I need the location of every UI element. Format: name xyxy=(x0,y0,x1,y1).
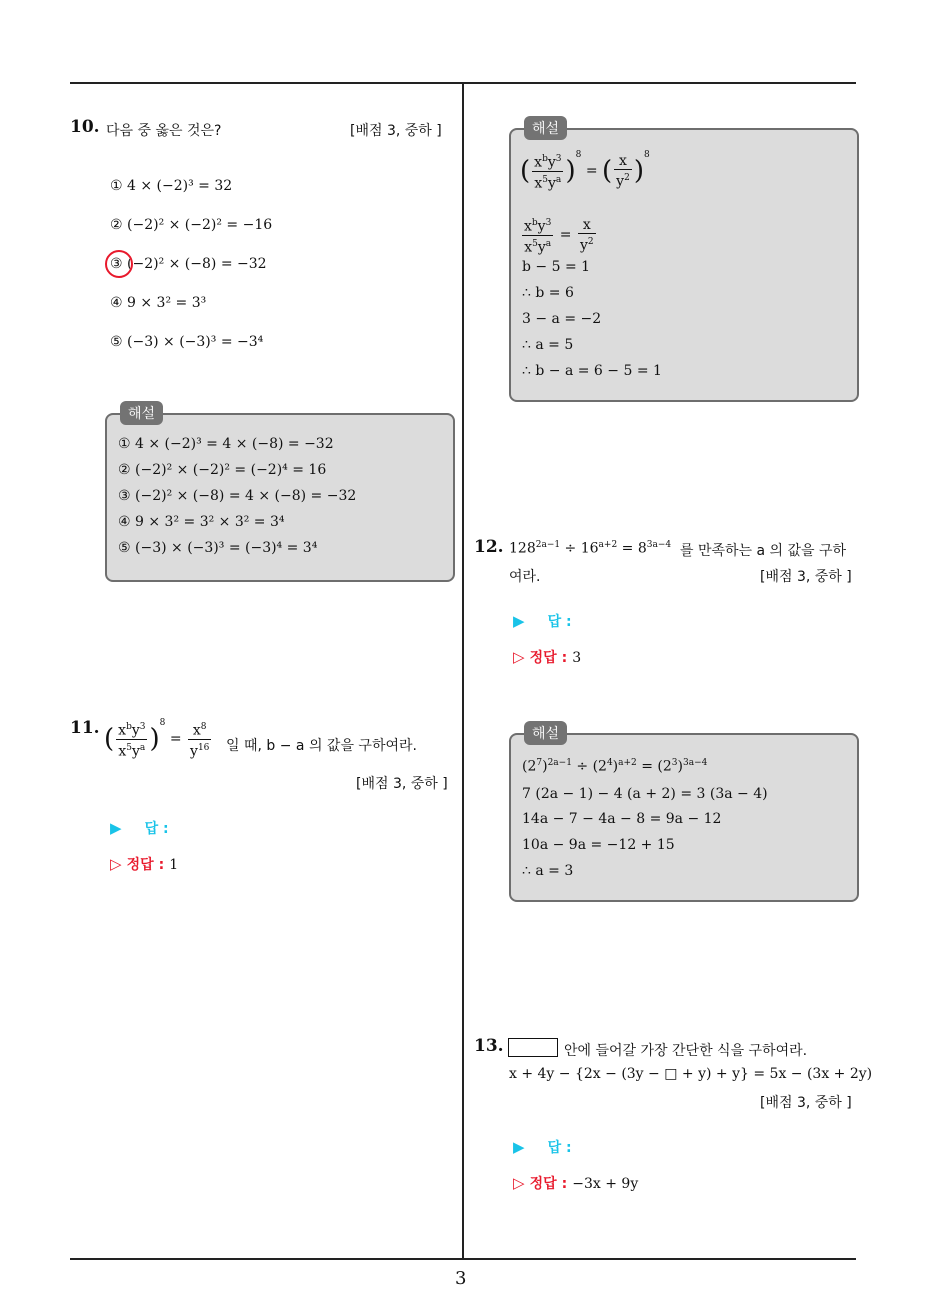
q13-correct-label: 정답 : xyxy=(529,1176,568,1192)
q11-solution-line-4: ∴ a = 5 xyxy=(522,337,574,353)
q11-solution-eq-1: ( $\frac{x^by^3}{x^5y^a}$ )$^8$ = ( $\frac{x}{y^2}$ )$^8$ xyxy=(520,150,650,192)
q13-meta: [배점 3, 중하 ] xyxy=(760,1095,852,1111)
q10-option-5[interactable]: ⑤ (−3) × (−3)³ = −3⁴ xyxy=(110,334,264,350)
q11-equation: ( $\frac{x^by^3}{x^5y^a}$ )$^8$ = $\frac{x^8}{y^{16}}$ xyxy=(104,718,210,760)
q13-correct-row xyxy=(513,1173,638,1193)
q10-option-4[interactable]: ④ 9 × 3² = 3³ xyxy=(110,295,207,311)
q13-number: 13. xyxy=(474,1036,504,1056)
column-divider xyxy=(462,82,464,1260)
selected-answer-circle xyxy=(105,250,133,278)
q13-answer-label: 답 : xyxy=(547,1140,572,1156)
q11-solution-line-1: b − 5 = 1 xyxy=(522,259,591,275)
q12-meta: [배점 3, 중하 ] xyxy=(760,569,852,585)
q10-number: 10. xyxy=(70,117,100,137)
play-arrow-icon: ▶ xyxy=(110,819,122,837)
play-arrow-icon: ▶ xyxy=(513,612,525,630)
q12-equation: $128^{2a-1} \div 16^{a+2} = 8^{3a-4}$ xyxy=(509,540,672,557)
q10-text: 다음 중 옳은 것은? xyxy=(106,123,222,139)
q12-solution-line-3: 10a − 9a = −12 + 15 xyxy=(522,837,675,853)
q10-meta: [배점 3, 중하 ] xyxy=(350,123,442,139)
q12-correct-value: 3 xyxy=(572,650,582,666)
q11-correct-label: 정답 : xyxy=(126,857,165,873)
q12-number: 12. xyxy=(474,537,504,557)
bottom-rule xyxy=(70,1258,856,1260)
play-arrow-icon: ▶ xyxy=(513,1138,525,1156)
q10-solution-line-1: ① 4 × (−2)³ = 4 × (−8) = −32 xyxy=(118,436,334,452)
q11-text: 일 때, b − a 의 값을 구하여라. xyxy=(226,738,417,754)
q10-option-3[interactable]: ③ (−2)² × (−8) = −32 xyxy=(110,256,267,272)
q11-solution-eq-2: $\frac{x^by^3}{x^5y^a}$ = $\frac{x}{y^2}$ xyxy=(524,216,594,256)
q13-text: 안에 들어갈 가장 간단한 식을 구하여라. xyxy=(564,1043,808,1059)
q10-solution-line-5: ⑤ (−3) × (−3)³ = (−3)⁴ = 3⁴ xyxy=(118,540,318,556)
page-number: 3 xyxy=(455,1268,467,1289)
q12-solution-eq-1: $(2^7)^{2a-1} \div (2^4)^{a+2} = (2^3)^{3a-4}$ xyxy=(522,758,708,775)
q12-correct-row xyxy=(513,647,581,667)
q11-number: 11. xyxy=(70,718,100,738)
q11-meta: [배점 3, 중하 ] xyxy=(356,776,448,792)
q11-correct-row xyxy=(110,854,178,874)
q13-equation: x + 4y − {2x − (3y − □ + y) + y} = 5x − (3x + 2y) xyxy=(509,1066,873,1082)
q10-solution-line-4: ④ 9 × 3² = 3² × 3² = 3⁴ xyxy=(118,514,285,530)
q11-answer-label: 답 : xyxy=(144,821,169,837)
q12-text-line2: 여라. xyxy=(509,569,541,585)
q13-blank-box xyxy=(508,1037,558,1057)
q12-solution-line-2: 14a − 7 − 4a − 8 = 9a − 12 xyxy=(522,811,722,827)
outline-arrow-icon: ▷ xyxy=(110,855,122,873)
q10-solution-line-2: ② (−2)² × (−2)² = (−2)⁴ = 16 xyxy=(118,462,327,478)
q11-solution-tag: 해설 xyxy=(524,116,567,140)
q11-answer-row[interactable] xyxy=(110,818,169,838)
q13-correct-value: −3x + 9y xyxy=(572,1176,639,1192)
q12-solution-line-4: ∴ a = 3 xyxy=(522,863,574,879)
q10-option-1[interactable]: ① 4 × (−2)³ = 32 xyxy=(110,178,233,194)
q12-text: 를 만족하는 a 의 값을 구하 xyxy=(680,543,847,559)
q10-solution-tag: 해설 xyxy=(120,401,163,425)
q12-answer-label: 답 : xyxy=(547,614,572,630)
q11-correct-value: 1 xyxy=(169,857,179,873)
q12-solution-tag: 해설 xyxy=(524,721,567,745)
q11-solution-line-3: 3 − a = −2 xyxy=(522,311,602,327)
q12-correct-label: 정답 : xyxy=(529,650,568,666)
q11-solution-line-5: ∴ b − a = 6 − 5 = 1 xyxy=(522,363,662,379)
q12-answer-row[interactable] xyxy=(513,611,572,631)
q13-answer-row[interactable] xyxy=(513,1137,572,1157)
outline-arrow-icon: ▷ xyxy=(513,1174,525,1192)
outline-arrow-icon: ▷ xyxy=(513,648,525,666)
q12-solution-line-1: 7 (2a − 1) − 4 (a + 2) = 3 (3a − 4) xyxy=(522,786,768,802)
q11-solution-line-2: ∴ b = 6 xyxy=(522,285,574,301)
q10-option-2[interactable]: ② (−2)² × (−2)² = −16 xyxy=(110,217,273,233)
q10-solution-line-3: ③ (−2)² × (−8) = 4 × (−8) = −32 xyxy=(118,488,357,504)
